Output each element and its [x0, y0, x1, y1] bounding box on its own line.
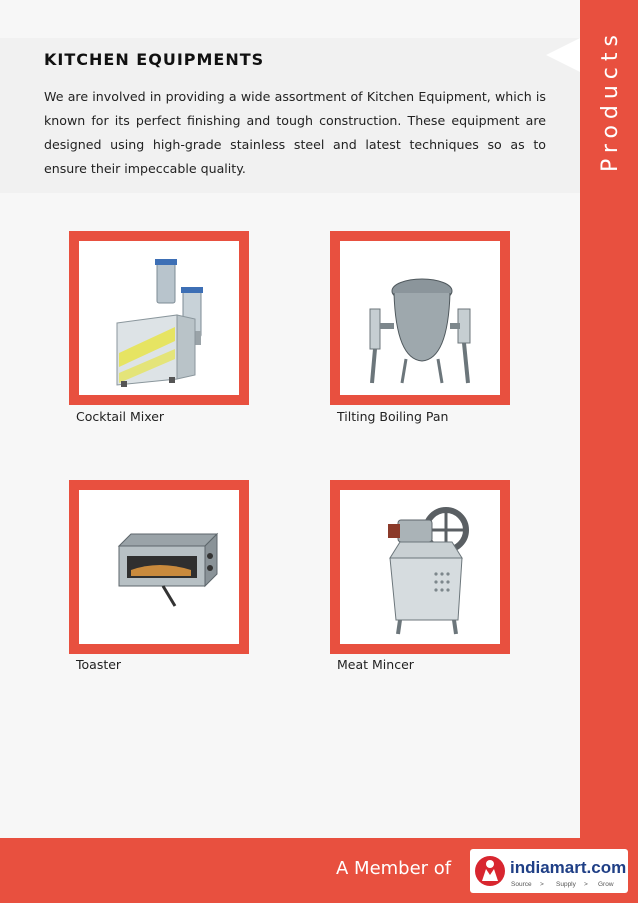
product-caption: Tilting Boiling Pan: [337, 409, 449, 424]
section-title: KITCHEN EQUIPMENTS: [44, 50, 265, 69]
product-caption: Toaster: [76, 657, 122, 672]
footer-member-text: A Member of: [336, 858, 452, 879]
cocktail-mixer-photo: [79, 241, 239, 395]
logo-tagline-sep-1: >: [540, 881, 544, 888]
side-label-text: Products: [597, 28, 623, 172]
indiamart-logo[interactable]: [470, 849, 628, 893]
section-description: We are involved in providing a wide assortment of Kitchen Equipment, which is known for its perfect finishing and tough construction. These equipment are designed using high-grade stainless steel and latest techniques so as to ensure their impeccable quality.: [44, 89, 546, 176]
product-caption: Meat Mincer: [337, 657, 414, 672]
indiamart-figure-icon: [475, 856, 505, 886]
product-card-cocktail-mixer[interactable]: [69, 231, 249, 405]
product-card-meat-mincer[interactable]: [330, 480, 510, 654]
product-caption: Cocktail Mixer: [76, 409, 165, 424]
logo-tagline-grow: Grow: [598, 881, 614, 888]
logo-brand-text: indiamart.com: [510, 858, 627, 877]
logo-tagline-source: Source: [511, 881, 532, 888]
product-card-tilting-boiling-pan[interactable]: [330, 231, 510, 405]
toaster-photo: [79, 490, 239, 644]
panel-notch: [546, 38, 580, 72]
logo-tagline-sep-2: >: [584, 881, 588, 888]
product-card-toaster[interactable]: [69, 480, 249, 654]
logo-tagline-supply: Supply: [556, 881, 576, 888]
tilting-boiling-pan-photo: [340, 241, 500, 395]
meat-mincer-photo: [340, 490, 500, 644]
side-section-label: [590, 10, 630, 190]
